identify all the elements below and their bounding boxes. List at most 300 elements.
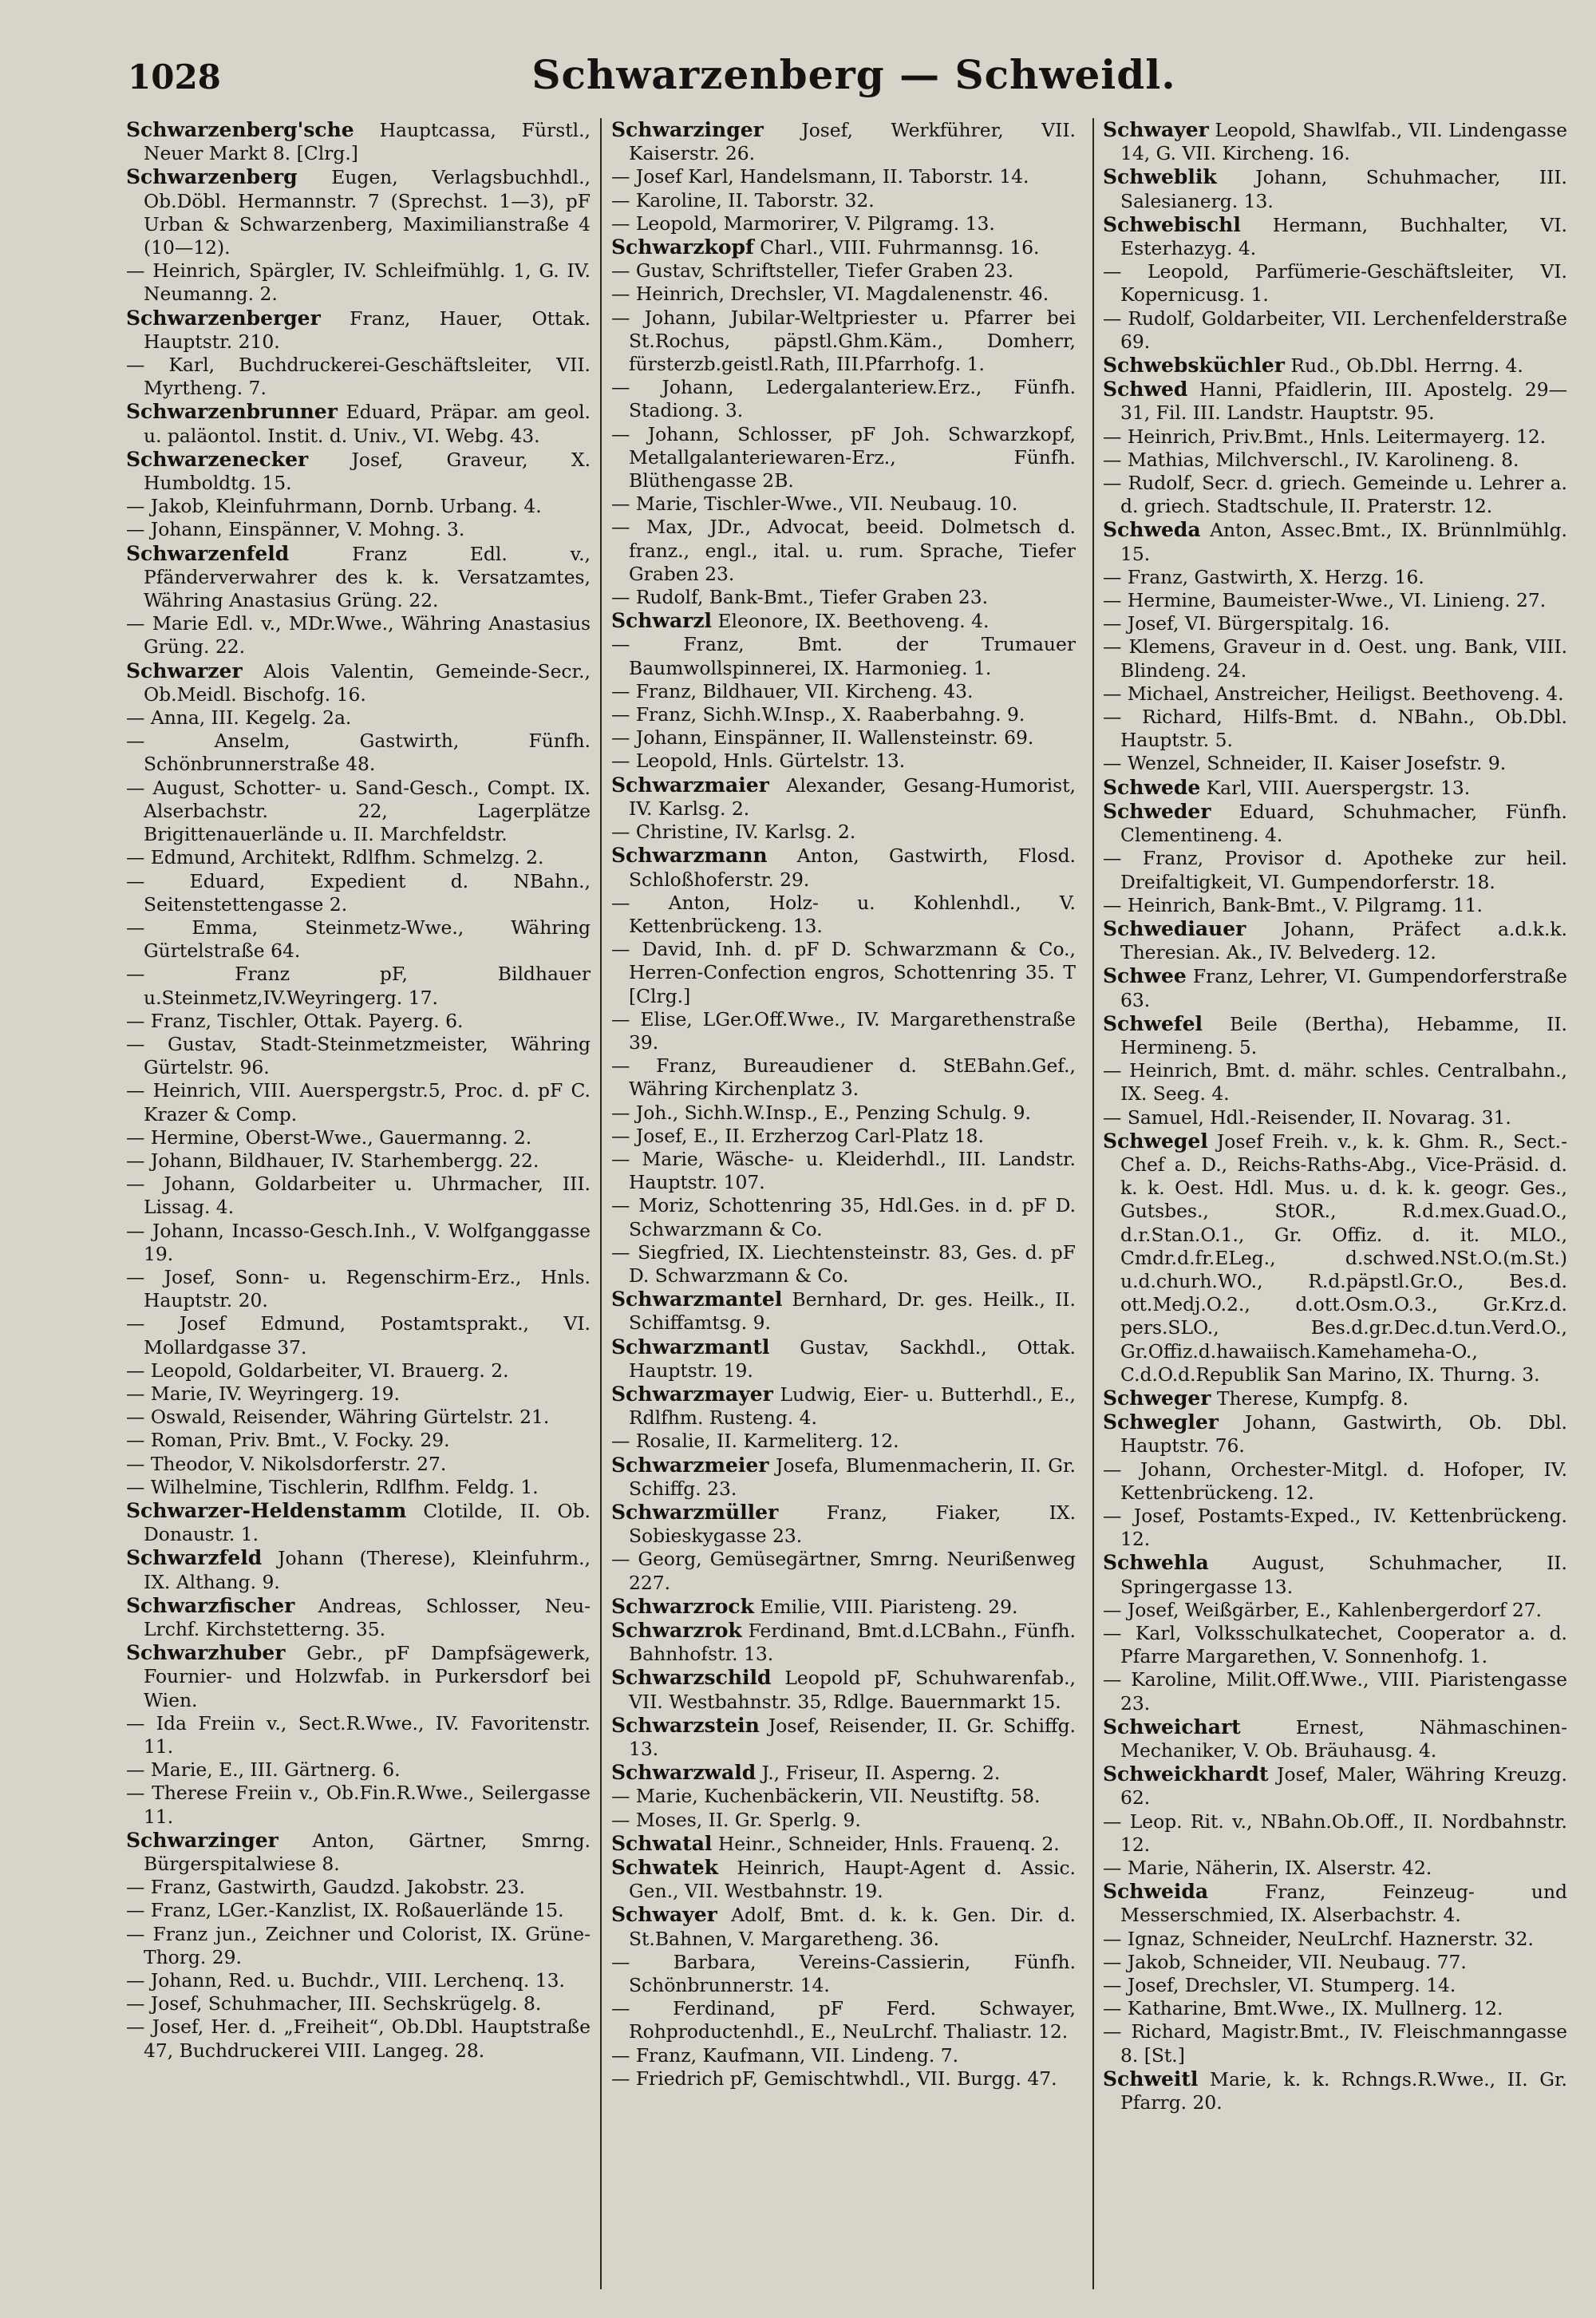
entry-text: Josef, Maler, Währing Kreuzg. 62. — [1120, 1763, 1567, 1810]
entry-text: — Oswald, Reisender, Währing Gürtelstr. 21. — [126, 1406, 550, 1429]
directory-entry — [126, 307, 591, 354]
entry-text: — Leopold, Goldarbeiter, VI. Brauerg. 2. — [126, 1359, 509, 1382]
entry-text: — Klemens, Graveur in d. Oest. ung. Bank, VIII. Blindeng. 24. — [1103, 635, 1567, 682]
entry-text: — Gustav, Schriftsteller, Tiefer Graben 23. — [611, 259, 1014, 283]
entry-text: — Franz, Bmt. der Trumauer Baumwollspinnerei, IX. Harmonieg. 1. — [611, 633, 1076, 679]
directory-entry — [126, 1126, 591, 1149]
entry-text: — Josef Karl, Handelsmann, II. Taborstr. 14. — [611, 165, 1029, 188]
entry-text: — Anselm, Gastwirth, Fünfh. Schönbrunnerstraße 48. — [126, 730, 591, 776]
entry-text: Franz Edl. v., Pfänderverwahrer des k. k. Versatzamtes, Währing Anastasius Grüng. 22. — [144, 542, 591, 612]
entry-text: — Marie, IV. Weyringerg. 19. — [126, 1382, 400, 1405]
entry-surname: Schweda — [1103, 518, 1201, 542]
directory-entry — [611, 235, 1076, 259]
directory-entry — [126, 1429, 591, 1452]
directory-entry — [1103, 165, 1567, 212]
entry-surname: Schwarzfeld — [126, 1546, 263, 1570]
directory-entry — [126, 777, 591, 847]
directory-entry — [126, 1476, 591, 1499]
entry-text: — Barbara, Vereins-Cassierin, Fünfh. Schönbrunnerstr. 14. — [611, 1950, 1076, 1997]
directory-entry — [611, 1054, 1076, 1101]
entry-surname: Schwarzhuber — [126, 1641, 286, 1665]
entry-surname: Schwarzmüller — [611, 1500, 779, 1524]
entry-text: Eduard, Schuhmacher, Fünfh. Clementineng. 4. — [1120, 800, 1567, 847]
directory-entry — [611, 609, 1076, 633]
directory-entry — [126, 448, 591, 495]
directory-entry — [1103, 894, 1567, 917]
entry-text: Anton, Assec.Bmt., IX. Brünnlmühlg. 15. — [1120, 519, 1567, 565]
entry-surname: Schwarzrok — [611, 1619, 742, 1642]
directory-entry — [1103, 776, 1567, 800]
directory-entry — [126, 1173, 591, 1219]
directory-entry — [126, 1382, 591, 1406]
entry-text: Anton, Gastwirth, Flosd. Schloßhoferstr. 29. — [629, 845, 1076, 891]
entry-text: Adolf, Bmt. d. k. k. Gen. Dir. d. St.Bahnen, V. Margaretheng. 36. — [629, 1904, 1076, 1950]
entry-surname: Schwarzinger — [611, 118, 764, 141]
page-header — [128, 49, 1580, 105]
entry-text: — Johann, Red. u. Buchdr., VIII. Lerchenq. 13. — [126, 1969, 565, 1992]
directory-entry — [1103, 800, 1567, 847]
directory-entry — [611, 821, 1076, 844]
entry-surname: Schwebsküchler — [1103, 354, 1285, 378]
directory-entry — [611, 1809, 1076, 1832]
entry-text: — Ignaz, Schneider, NeuLrchf. Haznerstr. 32. — [1103, 1927, 1534, 1950]
entry-text: Rud., Ob.Dbl. Herrng. 4. — [1284, 354, 1523, 378]
directory-entry — [1103, 1715, 1567, 1762]
entry-text: — Rosalie, II. Karmeliterg. 12. — [611, 1430, 899, 1453]
entry-text: — Gustav, Stadt-Steinmetzmeister, Währing Gürtelstr. 96. — [126, 1032, 591, 1079]
directory-entry — [126, 1406, 591, 1429]
entry-text: Bernhard, Dr. ges. Heilk., II. Schiffamtsg. 9. — [629, 1288, 1076, 1335]
entry-text: — Ida Freiin v., Sect.R.Wwe., IV. Favoritenstr. 11. — [126, 1711, 591, 1758]
entry-surname: Schwarzmayer — [611, 1382, 773, 1406]
entry-text: — Heinrich, Spärgler, IV. Schleifmühlg. 1, G. IV. Neumanng. 2. — [126, 259, 591, 306]
entry-text: August, Schuhmacher, II. Springergasse 13. — [1120, 1552, 1567, 1598]
directory-entry — [611, 1382, 1076, 1430]
entry-text: Leopold pF, Schuhwarenfab., VII. Westbahnstr. 35, Rdlge. Bauernmarkt 15. — [629, 1667, 1076, 1713]
entry-text: — Johann, Schlosser, pF Joh. Schwarzkopf, Metallgalanteriewaren-Erz., Fünfh. Blüthengasse 2B. — [611, 422, 1076, 492]
directory-entry — [611, 750, 1076, 773]
directory-entry — [611, 2067, 1076, 2091]
entry-text: — Rudolf, Secr. d. griech. Gemeinde u. Lehrer a. d. griech. Stadtschule, II. Praterstr. 12. — [1103, 472, 1567, 518]
directory-entry — [1103, 612, 1567, 635]
directory-entry — [611, 307, 1076, 377]
entry-surname: Schwayer — [611, 1903, 717, 1927]
directory-entry — [611, 892, 1076, 938]
entry-text: Marie, k. k. Rchngs.R.Wwe., II. Gr. Pfarrg. 20. — [1120, 2067, 1567, 2114]
entry-surname: Schwarzenfeld — [126, 541, 290, 565]
directory-entry — [611, 633, 1076, 679]
directory-entry — [126, 2015, 591, 2062]
entry-text: — Rudolf, Bank-Bmt., Tiefer Graben 23. — [611, 586, 989, 609]
directory-entry — [126, 1546, 591, 1593]
directory-entry — [126, 1876, 591, 1899]
directory-entry — [1103, 1129, 1567, 1386]
directory-entry — [126, 1453, 591, 1476]
entry-text: — Siegfried, IX. Liechtensteinstr. 83, Ges. d. pF D. Schwarzmann & Co. — [611, 1240, 1076, 1287]
directory-entry — [1103, 1810, 1567, 1857]
directory-entry — [126, 1499, 591, 1546]
column-divider — [600, 118, 602, 2289]
directory-entry — [1103, 706, 1567, 752]
column-1 — [126, 118, 591, 2289]
entry-text: Karl, VIII. Auerspergstr. 13. — [1200, 776, 1471, 799]
entry-text: — Wilhelmine, Tischlerin, Rdlfhm. Feldg. 1. — [126, 1475, 539, 1498]
entry-text: — Johann, Jubilar-Weltpriester u. Pfarrer bei St.Rochus, päpstl.Ghm.Käm., Domherr, fürsterzb.geistl.Rath, III.Pfarrhofg. 1. — [611, 306, 1076, 376]
entry-text: — Johann, Incasso-Gesch.Inh., V. Wolfganggasse 19. — [126, 1219, 591, 1265]
entry-surname: Schwayer — [1103, 118, 1209, 141]
entry-text: Gebr., pF Dampfsägewerk, Fournier- und Holzwfab. in Purkersdorf bei Wien. — [144, 1642, 591, 1711]
entry-text: — Franz, Sichh.W.Insp., X. Raaberbahng. 9. — [611, 703, 1025, 726]
directory-entry — [611, 1548, 1076, 1594]
directory-entry — [1103, 1599, 1567, 1622]
entry-text: — Karoline, Milit.Off.Wwe., VIII. Piaristengasse 23. — [1103, 1668, 1567, 1715]
entry-surname: Schwarzstein — [611, 1713, 760, 1737]
entry-surname: Schwarzschild — [611, 1666, 772, 1690]
entry-surname: Schwarzmaier — [611, 773, 769, 797]
directory-entry — [126, 1923, 591, 1969]
directory-entry — [1103, 118, 1567, 165]
directory-entry — [126, 1220, 591, 1266]
entry-surname: Schwarzenecker — [126, 447, 309, 471]
entry-text: Hanni, Pfaidlerin, III. Apostelg. 29—31, Fil. III. Landstr. Hauptstr. 95. — [1120, 378, 1567, 425]
directory-entry — [1103, 425, 1567, 449]
directory-entry — [611, 1454, 1076, 1501]
entry-surname: Schwed — [1103, 378, 1188, 401]
entry-text: — Josef, Her. d. „Freiheit“, Ob.Dbl. Hauptstraße 47, Buchdruckerei VIII. Langeg. 28. — [126, 2015, 591, 2062]
entry-text: — Moriz, Schottenring 35, Hdl.Ges. in d. pF D. Schwarzmann & Co. — [611, 1194, 1076, 1240]
directory-entry — [611, 938, 1076, 1008]
directory-entry — [126, 1969, 591, 1992]
directory-entry — [126, 730, 591, 776]
directory-entry — [126, 1033, 591, 1079]
entry-text: — Jakob, Kleinfuhrmann, Dornb. Urbang. 4. — [126, 495, 542, 518]
directory-entry — [1103, 1410, 1567, 1458]
directory-entry — [1103, 1668, 1567, 1715]
directory-entry — [126, 400, 591, 447]
directory-entry — [611, 118, 1076, 165]
entry-text: Leopold, Shawlfab., VII. Lindengasse 14, G. VII. Kircheng. 16. — [1120, 119, 1567, 165]
directory-entry — [611, 189, 1076, 212]
column-2 — [611, 118, 1076, 2289]
entry-text: — David, Inh. d. pF D. Schwarzmann & Co., Herren-Confection engros, Schottenring 35. T [Clrg.] — [611, 938, 1076, 1007]
column-divider — [1092, 118, 1094, 2289]
entry-surname: Schweger — [1103, 1386, 1211, 1410]
directory-entry — [1103, 1622, 1567, 1668]
directory-entry — [611, 1903, 1076, 1950]
entry-surname: Schweblik — [1103, 165, 1217, 189]
entry-text: — Johann, Orchester-Mitgl. d. Hofoper, IV. Kettenbrückeng. 12. — [1103, 1458, 1567, 1504]
entry-surname: Schwarzfischer — [126, 1593, 295, 1617]
entry-text: — Heinrich, Priv.Bmt., Hnls. Leitermayerg. 12. — [1103, 425, 1547, 448]
entry-surname: Schwarzwald — [611, 1761, 757, 1785]
entry-text: — Leopold, Marmorirer, V. Pilgramg. 13. — [611, 212, 995, 235]
directory-entry — [611, 1997, 1076, 2043]
entry-text: Josef Freih. v., k. k. Ghm. R., Sect.-Chef a. D., Reichs-Raths-Abg., Vice-Präsid. d. k. k. Oest. Hdl. Mus. u. d. k. k. geogr. Ges., Gutsbes., StOR., R.d.mex.Guad.O., d.r.Stan.O.1., Gr. Offiz. d. it. MLO., Cmdr.d.fr.ELeg., d.schwed.NSt.O.(m.St.) u.d.churh.WO., R.d.päpstl.Gr.O., Bes.d. ott.Medj.O.2., d.ott.Osm.O.3., Gr.Krz.d. pers.SLO., Bes.d.gr.Dec.d.tun.Verd.O., Gr.Offiz.d.hawaiisch.Kamehameha-O., C.d.O.d.Republik San Marino, IX. Thurng. 3. — [1120, 1129, 1567, 1386]
entry-text: Josef, Graveur, X. Humboldtg. 15. — [144, 448, 591, 495]
entry-text: — Josef, E., II. Erzherzog Carl-Platz 18. — [611, 1124, 984, 1147]
entry-text: — Franz, Bildhauer, VII. Kircheng. 43. — [611, 679, 974, 702]
entry-text: — Rudolf, Goldarbeiter, VII. Lerchenfelderstraße 69. — [1103, 307, 1567, 353]
entry-text: Heinr., Schneider, Hnls. Frauenq. 2. — [712, 1832, 1060, 1855]
entry-text: Josef, Reisender, II. Gr. Schiffg. 13. — [629, 1714, 1076, 1761]
entry-text: Ludwig, Eier- u. Butterhdl., E., Rdlfhm. Rusteng. 4. — [629, 1382, 1076, 1430]
entry-text: — Friedrich pF, Gemischtwhdl., VII. Burgg. 47. — [611, 2067, 1057, 2090]
entry-text: — Franz pF, Bildhauer u.Steinmetz,IV.Weyringerg. 17. — [126, 963, 591, 1009]
entry-text: — Samuel, Hdl.-Reisender, II. Novarag. 31. — [1103, 1106, 1511, 1129]
entry-surname: Schwediauer — [1103, 916, 1246, 940]
directory-entry — [1103, 635, 1567, 682]
directory-entry — [126, 659, 591, 706]
entry-surname: Schwarzmeier — [611, 1453, 769, 1477]
entry-surname: Schwarzmantl — [611, 1335, 770, 1359]
entry-text: — Marie Edl. v., MDr.Wwe., Währing Anastasius Grüng. 22. — [126, 612, 591, 659]
directory-entry — [1103, 1458, 1567, 1505]
entry-text: — Josef, VI. Bürgerspitalg. 16. — [1103, 612, 1390, 635]
entry-text: — Johann, Bildhauer, IV. Starhembergg. 22. — [126, 1149, 539, 1172]
entry-text: — Franz jun., Zeichner und Colorist, IX. Grüne-Thorg. 29. — [126, 1922, 591, 1968]
entry-text: — Franz, Provisor d. Apotheke zur heil. Dreifaltigkeit, VI. Gumpendorferstr. 18. — [1103, 847, 1567, 893]
entry-text: — Franz, LGer.-Kanzlist, IX. Roßauerlände 15. — [126, 1899, 564, 1922]
entry-surname: Schweichart — [1103, 1715, 1241, 1738]
entry-text: — Hermine, Baumeister-Wwe., VI. Linieng. 27. — [1103, 589, 1547, 612]
directory-entry — [1103, 1928, 1567, 1951]
entry-surname: Schwatal — [611, 1831, 713, 1855]
entry-text: — Josef Edmund, Postamtsprakt., VI. Mollardgasse 37. — [126, 1312, 591, 1359]
entry-text: — Mathias, Milchverschl., IV. Karolineng. 8. — [1103, 448, 1519, 471]
directory-entry — [611, 726, 1076, 750]
entry-text: — Roman, Priv. Bmt., V. Focky. 29. — [126, 1429, 450, 1452]
directory-entry — [1103, 1012, 1567, 1059]
directory-entry — [611, 1666, 1076, 1713]
entry-surname: Schwarzinger — [126, 1828, 279, 1852]
entry-text: — Heinrich, Bmt. d. mähr. schles. Centralbahn., IX. Seeg. 4. — [1103, 1059, 1567, 1106]
directory-columns — [126, 118, 1585, 2289]
entry-surname: Schwebischl — [1103, 212, 1241, 236]
entry-text: — Marie, Wäsche- u. Kleiderhdl., III. Landstr. Hauptstr. 107. — [611, 1147, 1076, 1194]
entry-text: Johann, Gastwirth, Ob. Dbl. Hauptstr. 76. — [1120, 1411, 1567, 1458]
directory-entry — [1103, 589, 1567, 612]
entry-text: — Theodor, V. Nikolsdorferstr. 27. — [126, 1452, 447, 1475]
entry-text: — Moses, II. Gr. Sperlg. 9. — [611, 1808, 861, 1831]
entry-text: — Karl, Buchdruckerei-Geschäftsleiter, VII. Myrtheng. 7. — [126, 354, 591, 400]
entry-surname: Schwarzmantel — [611, 1288, 783, 1311]
directory-entry — [126, 259, 591, 306]
directory-entry — [611, 212, 1076, 235]
entry-text: — Marie, E., III. Gärtnerg. 6. — [126, 1758, 401, 1782]
entry-text: Alexander, Gesang-Humorist, IV. Karlsg. 2. — [629, 773, 1076, 820]
entry-text: — Michael, Anstreicher, Heiligst. Beethoveng. 4. — [1103, 682, 1564, 705]
entry-text: — Marie, Tischler-Wwe., VII. Neubaug. 10. — [611, 492, 1018, 516]
directory-entry — [611, 1714, 1076, 1761]
entry-surname: Schwarzenberg — [126, 165, 298, 189]
entry-text: Ferdinand, Bmt.d.LCBahn., Fünfh. Bahnhofstr. 13. — [629, 1620, 1076, 1666]
directory-entry — [126, 1712, 591, 1758]
directory-entry — [611, 1241, 1076, 1288]
entry-surname: Schweitl — [1103, 2067, 1199, 2091]
entry-text: Franz, Lehrer, VI. Gumpendorferstraße 63. — [1120, 965, 1567, 1011]
entry-text: — Leop. Rit. v., NBahn.Ob.Off., II. Nordbahnstr. 12. — [1103, 1810, 1567, 1856]
directory-entry — [1103, 2067, 1567, 2114]
directory-entry — [611, 492, 1076, 516]
directory-entry — [611, 773, 1076, 821]
directory-entry — [126, 118, 591, 165]
directory-entry — [126, 354, 591, 400]
directory-entry — [1103, 1974, 1567, 1997]
entry-surname: Schwarzkopf — [611, 235, 754, 259]
directory-entry — [1103, 1106, 1567, 1129]
entry-text: — Franz, Kaufmann, VII. Lindeng. 7. — [611, 2043, 959, 2067]
directory-entry — [1103, 682, 1567, 706]
directory-entry — [611, 1102, 1076, 1125]
entry-text: Josefa, Blumenmacherin, II. Gr. Schiffg. 23. — [629, 1454, 1076, 1500]
directory-entry — [611, 1951, 1076, 1997]
directory-entry — [126, 1149, 591, 1173]
directory-entry — [611, 1288, 1076, 1335]
entry-text: Heinrich, Haupt-Agent d. Assic. Gen., VII. Westbahnstr. 19. — [629, 1857, 1076, 1903]
directory-entry — [126, 1758, 591, 1782]
directory-entry — [611, 423, 1076, 493]
entry-surname: Schwarzer-Heldenstamm — [126, 1498, 407, 1522]
entry-text: — Johann, Einspänner, II. Wallensteinstr. 69. — [611, 726, 1034, 750]
entry-text: — Therese Freiin v., Ob.Fin.R.Wwe., Seilergasse 11. — [126, 1782, 591, 1828]
entry-text: — Karoline, II. Taborstr. 32. — [611, 188, 875, 212]
directory-entry — [126, 1079, 591, 1125]
entry-text: Therese, Kumpfg. 8. — [1211, 1386, 1409, 1410]
entry-text: — Johann, Einspänner, V. Mohng. 3. — [126, 518, 465, 541]
directory-entry — [126, 165, 591, 259]
entry-surname: Schwarzenbrunner — [126, 400, 338, 424]
directory-entry — [126, 495, 591, 518]
directory-entry — [1103, 213, 1567, 260]
directory-entry — [611, 680, 1076, 703]
directory-entry — [611, 586, 1076, 609]
directory-entry — [126, 612, 591, 659]
entry-text: Johann, Schuhmacher, III. Salesianerg. 13. — [1120, 166, 1567, 212]
entry-text: — Wenzel, Schneider, II. Kaiser Josefstr. 9. — [1103, 752, 1507, 775]
directory-entry — [126, 846, 591, 869]
entry-text: Franz, Feinzeug- und Messerschmied, IX. Alserbachstr. 4. — [1120, 1881, 1567, 1927]
directory-entry — [126, 1594, 591, 1641]
directory-entry — [1103, 378, 1567, 425]
directory-entry — [1103, 1505, 1567, 1551]
directory-entry — [1103, 1857, 1567, 1880]
directory-entry — [126, 1010, 591, 1033]
directory-entry — [126, 1266, 591, 1312]
entry-surname: Schwegler — [1103, 1410, 1219, 1434]
entry-text: — Richard, Hilfs-Bmt. d. NBahn., Ob.Dbl. Hauptstr. 5. — [1103, 706, 1567, 752]
entry-surname: Schwarzmann — [611, 844, 768, 868]
directory-entry — [611, 1832, 1076, 1856]
entry-text: Gustav, Sackhdl., Ottak. Hauptstr. 19. — [629, 1335, 1076, 1382]
entry-text: — August, Schotter- u. Sand-Gesch., Compt. IX. Alserbachstr. 22, Lagerplätze Brigittenauerlände u. II. Marchfeldstr. — [126, 776, 591, 846]
entry-text: J., Friseur, II. Asperng. 2. — [756, 1762, 1001, 1785]
entry-text: — Joh., Sichh.W.Insp., E., Penzing Schulg. 9. — [611, 1101, 1031, 1124]
entry-text: Eugen, Verlagsbuchhdl., Ob.Döbl. Hermannstr. 7 (Sprechst. 1—3), pF Urban & Schwarzenberg, Maximilianstraße 4 (10—12). — [144, 166, 591, 259]
entry-text: — Marie, Näherin, IX. Alserstr. 42. — [1103, 1857, 1432, 1880]
directory-entry — [611, 1761, 1076, 1785]
directory-entry — [1103, 449, 1567, 472]
entry-text: — Georg, Gemüsegärtner, Smrng. Neurißenweg 227. — [611, 1548, 1076, 1594]
entry-text: Alois Valentin, Gemeinde-Secr., Ob.Meidl. Bischofg. 16. — [144, 659, 591, 706]
directory-entry — [611, 165, 1076, 188]
entry-text: — Hermine, Oberst-Wwe., Gauermanng. 2. — [126, 1125, 532, 1149]
entry-text: — Josef, Postamts-Exped., IV. Kettenbrückeng. 12. — [1103, 1504, 1567, 1551]
page-number: 1028 — [128, 57, 221, 97]
directory-entry — [126, 1359, 591, 1382]
directory-entry — [1103, 518, 1567, 565]
entry-text: Charl., VIII. Fuhrmannsg. 16. — [753, 236, 1040, 259]
entry-text: — Johann, Goldarbeiter u. Uhrmacher, III. Lissag. 4. — [126, 1173, 591, 1219]
entry-text: — Franz, Bureaudiener d. StEBahn.Gef., Währing Kirchenplatz 3. — [611, 1054, 1076, 1101]
entry-text: Eduard, Präpar. am geol. u. paläontol. Instit. d. Univ., VI. Webg. 43. — [144, 401, 591, 447]
entry-text: — Josef, Weißgärber, E., Kahlenbergerdorf 27. — [1103, 1598, 1543, 1621]
entry-text: Clotilde, II. Ob. Donaustr. 1. — [144, 1499, 591, 1546]
directory-entry — [126, 1899, 591, 1922]
entry-text: — Franz, Gastwirth, Gaudzd. Jakobstr. 23. — [126, 1876, 525, 1899]
directory-entry — [611, 376, 1076, 422]
directory-entry — [1103, 1386, 1567, 1410]
directory-entry — [611, 1194, 1076, 1240]
entry-text: — Anton, Holz- u. Kohlenhdl., V. Kettenbrückeng. 13. — [611, 891, 1076, 937]
entry-text: Eleonore, IX. Beethoveng. 4. — [712, 610, 990, 633]
entry-text: — Jakob, Schneider, VII. Neubaug. 77. — [1103, 1950, 1467, 1973]
directory-entry — [1103, 1951, 1567, 1974]
entry-text: — Max, JDr., Advocat, beeid. Dolmetsch d. franz., engl., ital. u. rum. Sprache, Tiefer Graben 23. — [611, 516, 1076, 585]
entry-surname: Schwarzenberg'sche — [126, 118, 354, 141]
entry-surname: Schweida — [1103, 1880, 1209, 1904]
directory-entry — [126, 542, 591, 613]
directory-entry — [611, 1856, 1076, 1903]
directory-entry — [126, 1992, 591, 2015]
directory-entry — [1103, 472, 1567, 518]
directory-entry — [611, 1148, 1076, 1194]
entry-text: Franz, Hauer, Ottak. Hauptstr. 210. — [144, 307, 591, 353]
directory-entry — [1103, 2020, 1567, 2067]
entry-text: — Ferdinand, pF Ferd. Schwayer, Rohproductenhdl., E., NeuLrchf. Thaliastr. 12. — [611, 1997, 1076, 2043]
entry-text: Anton, Gärtner, Smrng. Bürgerspitalwiese 8. — [144, 1829, 591, 1876]
entry-text: — Emma, Steinmetz-Wwe., Währing Gürtelstraße 64. — [126, 916, 591, 963]
directory-entry — [126, 916, 591, 963]
entry-text: — Edmund, Architekt, Rdlfhm. Schmelzg. 2. — [126, 846, 544, 869]
entry-text: — Anna, III. Kegelg. 2a. — [126, 706, 352, 730]
directory-entry — [126, 870, 591, 916]
directory-entry — [1103, 566, 1567, 589]
directory-entry — [126, 1641, 591, 1712]
directory-entry — [611, 283, 1076, 306]
entry-text: Emilie, VIII. Piaristeng. 29. — [753, 1595, 1018, 1618]
entry-text: Andreas, Schlosser, Neu-Lrchf. Kirchstetterng. 35. — [144, 1594, 591, 1640]
entry-text: Beile (Bertha), Hebamme, II. Hermineng. 5. — [1120, 1012, 1567, 1058]
directory-entry — [611, 259, 1076, 283]
entry-text: Josef, Werkführer, VII. Kaiserstr. 26. — [629, 119, 1076, 165]
entry-surname: Schwee — [1103, 964, 1187, 988]
directory-entry — [611, 1595, 1076, 1619]
directory-entry — [126, 1312, 591, 1359]
entry-surname: Schwede — [1103, 775, 1201, 799]
entry-text: — Leopold, Parfümerie-Geschäftsleiter, VI. Kopernicusg. 1. — [1103, 260, 1567, 307]
directory-entry — [1103, 307, 1567, 354]
entry-surname: Schweder — [1103, 799, 1211, 823]
entry-surname: Schwatek — [611, 1856, 718, 1880]
entry-text: Ernest, Nähmaschinen-Mechaniker, V. Ob. Bräuhausg. 4. — [1120, 1715, 1567, 1762]
entry-text: — Elise, LGer.Off.Wwe., IV. Margarethenstraße 39. — [611, 1007, 1076, 1054]
directory-entry — [1103, 847, 1567, 893]
page-title: Schwarzenberg — Schweidl. — [531, 51, 1176, 98]
entry-surname: Schwarzl — [611, 609, 713, 633]
directory-entry — [1103, 1762, 1567, 1810]
entry-text: — Leopold, Hnls. Gürtelstr. 13. — [611, 750, 906, 773]
entry-surname: Schwehla — [1103, 1551, 1209, 1575]
